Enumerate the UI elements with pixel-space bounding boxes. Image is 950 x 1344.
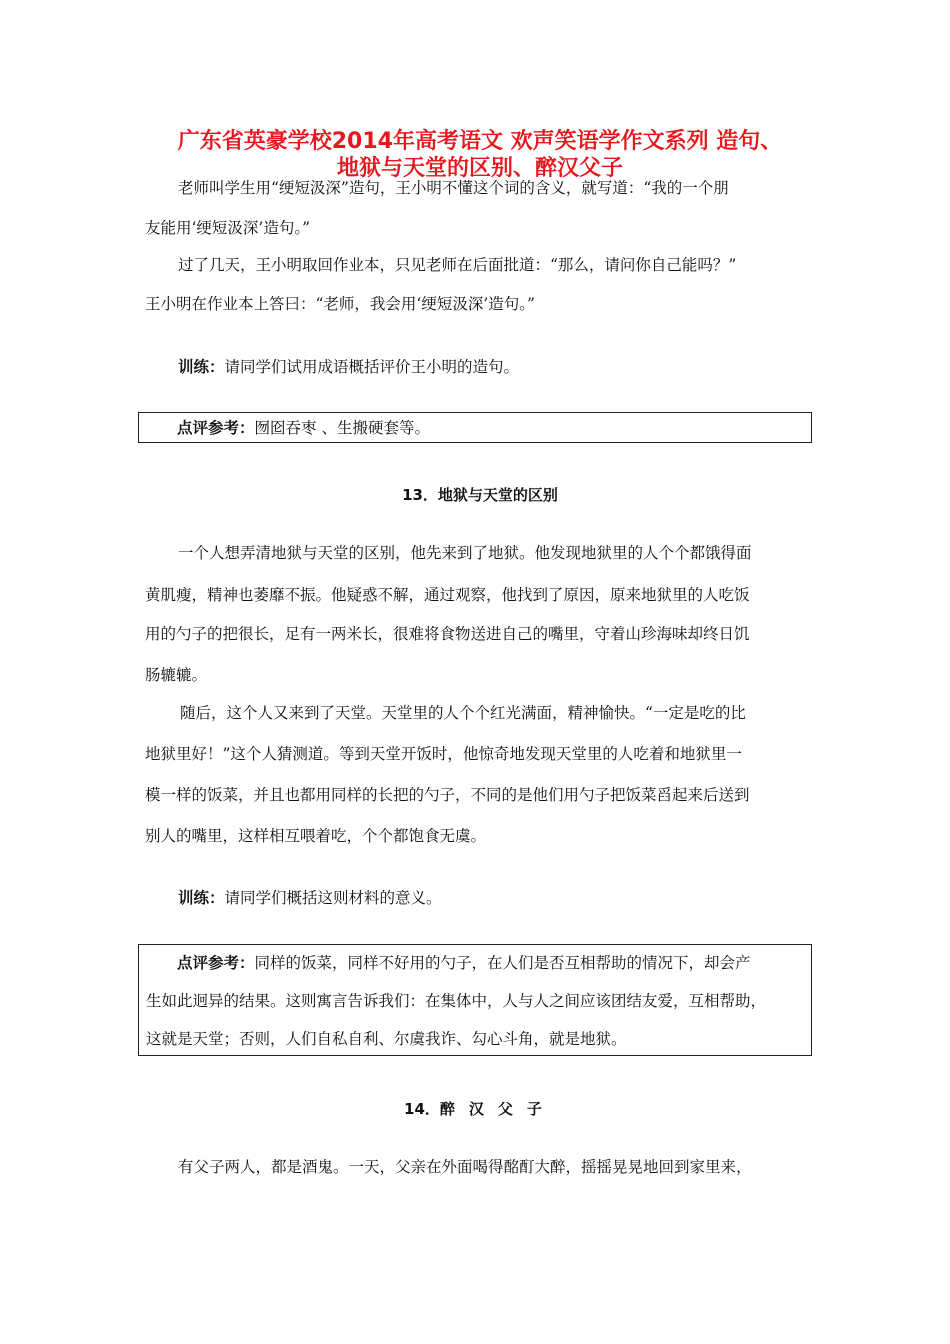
- paragraph-line: 模一样的饭菜，并且也都用同样的长把的勺子，不同的是他们用勺子把饭菜舀起来后送到: [145, 786, 750, 804]
- review-text: 囫囵吞枣 、生搬硬套等。: [254, 419, 430, 437]
- training-label: 训练：: [178, 358, 225, 376]
- heading-number: 14．: [404, 1100, 440, 1118]
- paragraph-line: 王小明在作业本上答曰：“老师，我会用‘绠短汲深’造句。”: [145, 295, 535, 313]
- title-line-2: 地狱与天堂的区别、醉汉父子: [336, 156, 623, 181]
- review-box: [138, 412, 812, 443]
- training-prompt: [178, 357, 843, 377]
- review-text: 同样的饭菜，同样不好用的勺子，在人们是否互相帮助的情况下，却会产: [254, 954, 751, 972]
- section-heading: 13．地狱与天堂的区别: [402, 486, 558, 504]
- review-content: [177, 418, 430, 438]
- training-label: 训练：: [178, 889, 225, 907]
- review-text: 生如此迥异的结果。这则寓言告诉我们：在集体中，人与人之间应该团结友爱，互相帮助，: [146, 992, 767, 1010]
- paragraph-line: 老师叫学生用“绠短汲深”造句，王小明不懂这个词的含义，就写道：“我的一个朋: [178, 179, 729, 197]
- paragraph-line: 一个人想弄清地狱与天堂的区别，他先来到了地狱。他发现地狱里的人个个都饿得面: [178, 544, 752, 562]
- paragraph-line: 用的勺子的把很长，足有一两米长，很难将食物送进自己的嘴里，守着山珍海味却终日饥: [145, 625, 750, 643]
- paragraph-line: 地狱里好！”这个人猜测道。等到天堂开饭时，他惊奇地发现天堂里的人吃着和地狱里一: [145, 745, 742, 763]
- paragraph-line: 肠辘辘。: [145, 666, 208, 684]
- review-content: [177, 953, 751, 973]
- paragraph-line: 友能用‘绠短汲深’造句。”: [145, 219, 311, 237]
- review-label: 点评参考：: [177, 954, 255, 972]
- review-label: 点评参考：: [177, 419, 255, 437]
- training-prompt: [178, 888, 843, 908]
- title-line-1: 广东省英豪学校2014年高考语文 欢声笑语学作文系列 造句、: [177, 129, 783, 154]
- paragraph-line: 别人的嘴里，这样相互喂着吃，个个都饱食无虞。: [145, 827, 487, 845]
- training-text: 请同学们试用成语概括评价王小明的造句。: [224, 358, 520, 376]
- paragraph-line: 黄肌瘦，精神也萎靡不振。他疑惑不解，通过观察，他找到了原因，原来地狱里的人吃饭: [145, 586, 750, 604]
- paragraph-line: 随后，这个人又来到了天堂。天堂里的人个个红光满面，精神愉快。“一定是吃的比: [180, 704, 746, 722]
- section-heading: [150, 1098, 810, 1119]
- paragraph-line: 过了几天，王小明取回作业本，只见老师在后面批道：“那么，请问你自己能吗？”: [178, 256, 737, 274]
- review-text: 这就是天堂；否则，人们自私自利、尔虞我诈、勾心斗角，就是地狱。: [146, 1030, 627, 1048]
- review-box: [138, 944, 812, 1056]
- heading-text: 醉汉父子: [439, 1100, 556, 1118]
- training-text: 请同学们概括这则材料的意义。: [224, 889, 442, 907]
- paragraph-line: 有父子两人，都是酒鬼。一天，父亲在外面喝得酩酊大醉，摇摇晃晃地回到家里来，: [178, 1158, 752, 1176]
